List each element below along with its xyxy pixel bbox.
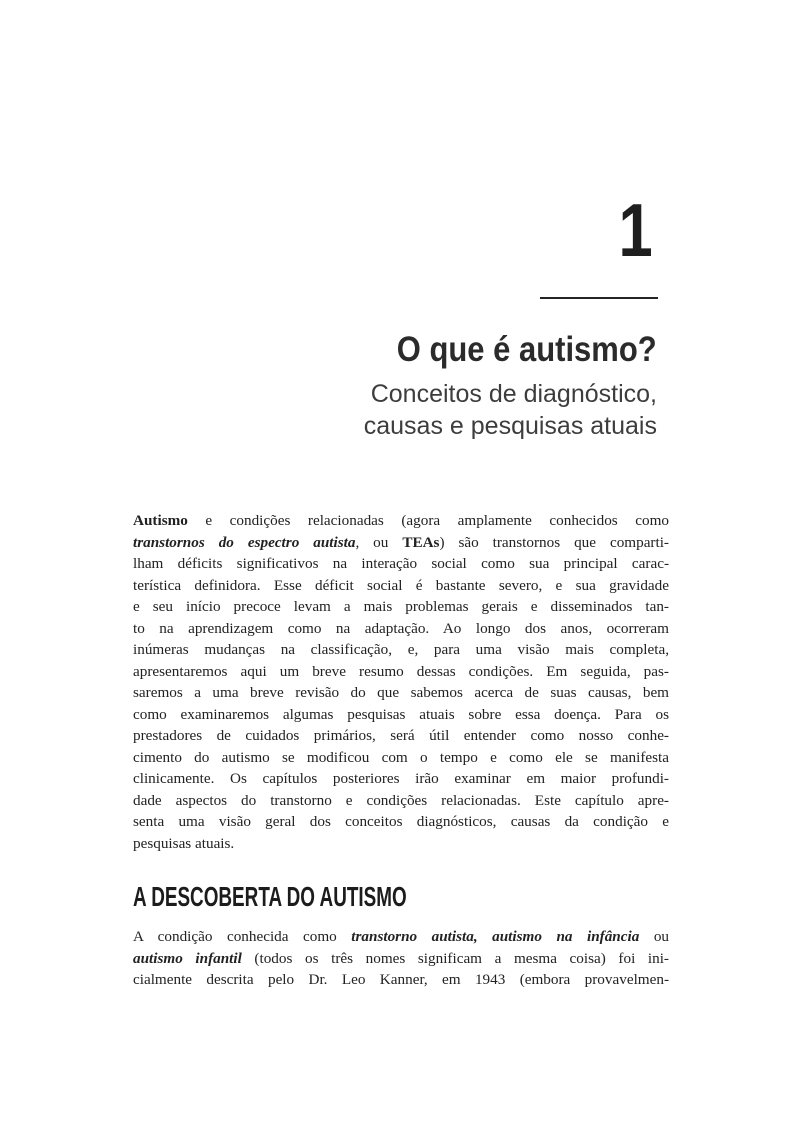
text-line	[133, 768, 669, 790]
text-line	[133, 510, 669, 532]
text-run: to na aprendizagem como na adaptação. Ao longo dos anos, ocorreram	[133, 619, 669, 637]
text-run: cialmente descrita pelo Dr. Leo Kanner, em 1943 (embora provavelmen-	[133, 971, 669, 988]
text-run: TEAs	[402, 533, 440, 551]
text-run: apresentaremos aqui um breve resumo dessas condições. Em seguida, pas-	[133, 662, 669, 680]
text-run: e condições relacionadas (agora amplamente conhecidos como	[187, 512, 669, 529]
text-line	[133, 532, 669, 554]
text-line	[133, 833, 669, 855]
text-run: , ou	[355, 533, 403, 551]
text-line	[133, 618, 669, 640]
text-line	[133, 553, 669, 575]
text-line	[133, 790, 669, 812]
text-run: cimento do autismo se modificou com o tempo e como ele se manifesta	[133, 748, 669, 766]
text-run: Autismo	[133, 512, 188, 529]
text-run: lham déficits significativos na interação social como sua principal carac-	[133, 555, 669, 572]
text-run: senta uma visão geral dos conceitos diagnósticos, causas da condição e	[133, 813, 669, 830]
text-line	[133, 682, 669, 704]
text-line	[133, 661, 669, 683]
text-run: e seu início precoce levam a mais problemas gerais e disseminados tan-	[133, 598, 669, 615]
text-line	[133, 747, 669, 769]
text-line	[133, 811, 669, 833]
text-run: A condição conhecida como	[133, 928, 352, 945]
text-line	[133, 948, 669, 970]
text-run: pesquisas atuais.	[133, 834, 235, 852]
text-run: (todos os três nomes significam a mesma coisa) foi ini-	[241, 949, 669, 967]
text-line	[133, 575, 669, 597]
text-run: terística definidora. Esse déficit social é bastante severo, e sua gravidade	[133, 576, 669, 594]
section-heading: A DESCOBERTA DO AUTISMO	[133, 881, 407, 912]
text-run: como examinaremos algumas pesquisas atuais sobre essa doença. Para os	[133, 705, 669, 723]
chapter-subtitle-line-2: causas e pesquisas atuais	[363, 412, 657, 440]
text-line	[133, 926, 669, 948]
discovery-paragraph	[133, 926, 669, 991]
text-run: dade aspectos do transtorno e condições relacionadas. Este capítulo apre-	[133, 791, 669, 809]
text-run: transtorno autista, autismo na infância	[351, 928, 640, 945]
text-run: ) são transtornos que comparti-	[439, 533, 669, 551]
text-run: inúmeras mudanças na classificação, e, para uma visão mais completa,	[133, 641, 669, 658]
chapter-subtitle-line-1: Conceitos de diagnóstico,	[370, 380, 657, 408]
text-run: transtornos do espectro autista	[133, 533, 356, 551]
intro-paragraph	[133, 510, 669, 854]
text-line	[133, 639, 669, 661]
chapter-subtitle	[364, 378, 657, 442]
chapter-title: O que é autismo?	[397, 330, 657, 369]
text-line	[133, 725, 669, 747]
text-line	[133, 704, 669, 726]
text-run: prestadores de cuidados primários, será útil entender como nosso conhe-	[133, 727, 669, 744]
text-line	[133, 969, 669, 991]
chapter-rule-divider	[540, 297, 658, 299]
text-run: ou	[639, 928, 670, 945]
text-run: saremos a uma breve revisão do que sabemos acerca de suas causas, bem	[133, 684, 669, 701]
text-run: clinicamente. Os capítulos posteriores irão examinar em maior profundi-	[133, 770, 669, 787]
text-run: autismo infantil	[133, 949, 242, 967]
chapter-number: 1	[618, 188, 653, 272]
text-line	[133, 596, 669, 618]
